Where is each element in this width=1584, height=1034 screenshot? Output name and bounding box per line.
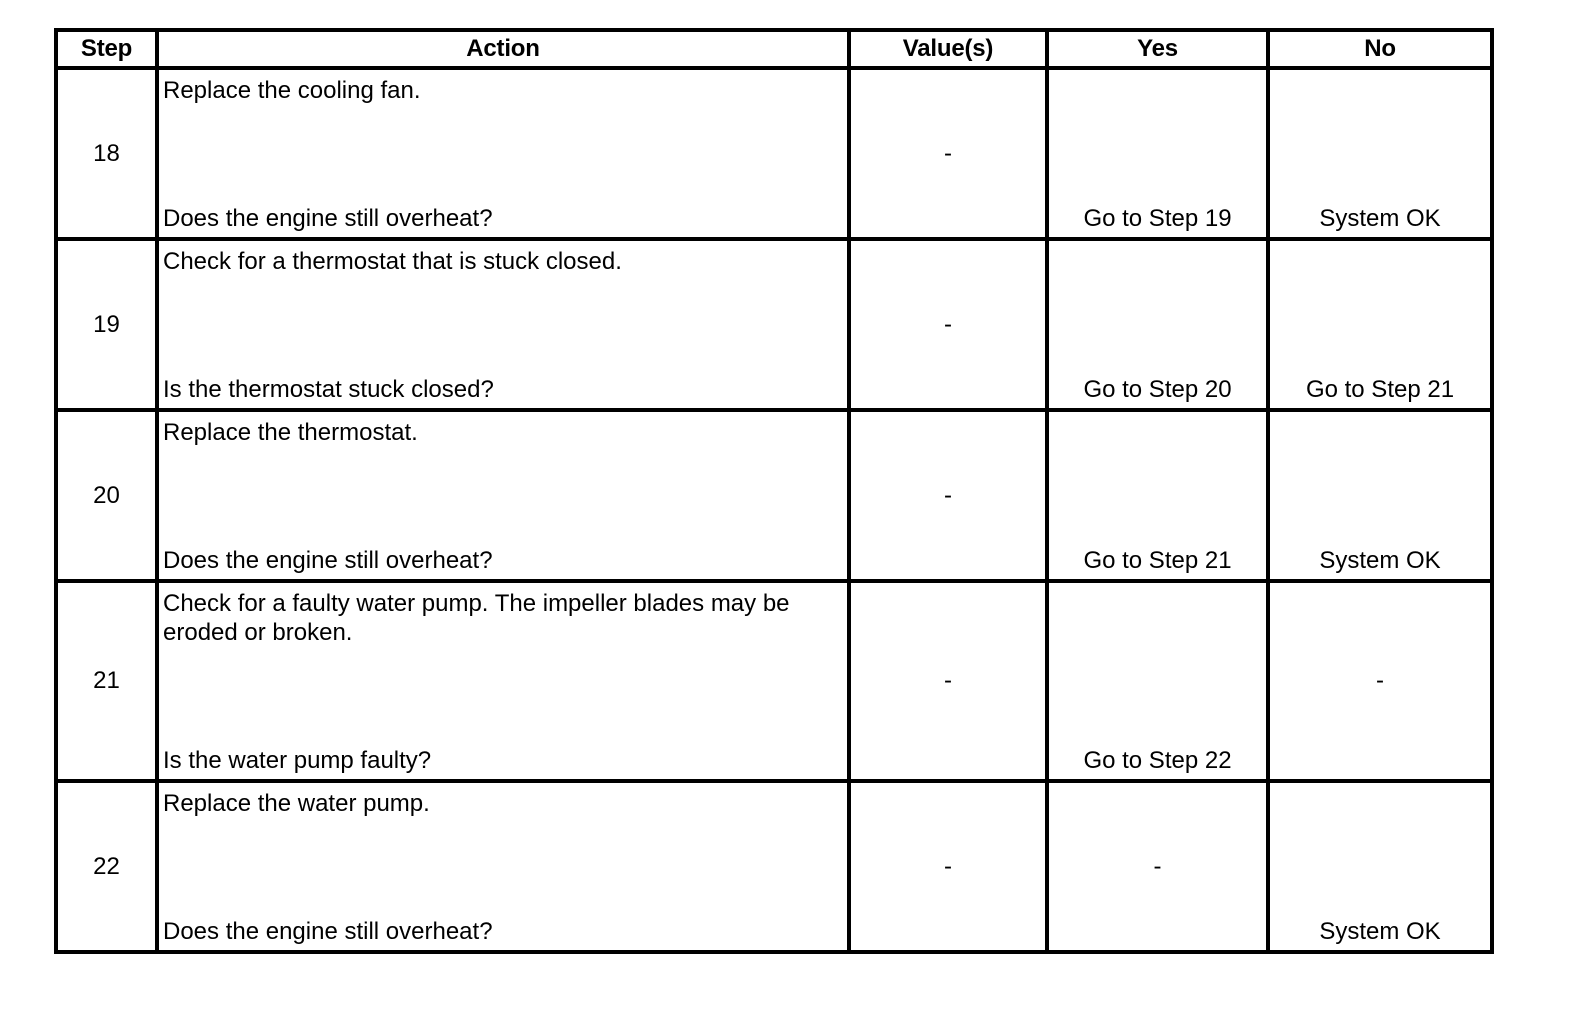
no-cell — [1268, 239, 1492, 410]
action-question: Does the engine still overheat? — [163, 547, 493, 574]
table-row — [56, 781, 1492, 952]
header-step: Step — [56, 30, 157, 68]
step-number: 20 — [56, 410, 157, 581]
action-cell — [157, 410, 849, 581]
header-yes: Yes — [1047, 30, 1268, 68]
yes-cell — [1047, 68, 1268, 239]
no-cell — [1268, 781, 1492, 952]
action-text: Replace the thermostat. — [163, 419, 418, 446]
no-cell — [1268, 581, 1492, 781]
table-row — [56, 581, 1492, 781]
action-question: Is the water pump faulty? — [163, 747, 432, 774]
action-text: Replace the water pump. — [163, 790, 430, 817]
step-number: 19 — [56, 239, 157, 410]
action-question: Is the thermostat stuck closed? — [163, 376, 494, 403]
action-cell — [157, 68, 849, 239]
action-cell — [157, 239, 849, 410]
value-cell: - — [849, 410, 1047, 581]
step-number: 21 — [56, 581, 157, 781]
yes-outcome: Go to Step 21 — [1083, 547, 1232, 574]
action-text: Check for a thermostat that is stuck closed. — [163, 248, 622, 275]
header-action: Action — [157, 30, 849, 68]
no-outcome: System OK — [1319, 547, 1441, 574]
step-number: 18 — [56, 68, 157, 239]
yes-outcome: - — [1153, 852, 1162, 880]
header-row — [56, 30, 1492, 68]
no-outcome: Go to Step 21 — [1305, 376, 1455, 403]
value-cell: - — [849, 239, 1047, 410]
action-text: Replace the cooling fan. — [163, 77, 421, 104]
no-outcome: - — [1376, 667, 1384, 694]
action-cell — [157, 781, 849, 952]
no-outcome: System OK — [1319, 205, 1441, 232]
table-row — [56, 68, 1492, 239]
yes-outcome: Go to Step 19 — [1083, 205, 1232, 232]
table-row — [56, 239, 1492, 410]
no-cell — [1268, 68, 1492, 239]
no-cell — [1268, 410, 1492, 581]
no-outcome: System OK — [1319, 918, 1441, 945]
value-cell: - — [849, 68, 1047, 239]
action-question: Does the engine still overheat? — [163, 918, 493, 945]
table-row — [56, 410, 1492, 581]
header-values: Value(s) — [849, 30, 1047, 68]
yes-outcome: Go to Step 20 — [1083, 376, 1232, 403]
yes-cell — [1047, 581, 1268, 781]
action-question: Does the engine still overheat? — [163, 205, 493, 232]
header-no: No — [1268, 30, 1492, 68]
action-cell — [157, 581, 849, 781]
action-text: Check for a faulty water pump. The impeller blades may be eroded or broken. — [163, 590, 790, 646]
value-cell: - — [849, 581, 1047, 781]
yes-cell — [1047, 239, 1268, 410]
yes-outcome: Go to Step 22 — [1083, 747, 1232, 774]
diagnostic-table — [54, 28, 1494, 954]
value-cell: - — [849, 781, 1047, 952]
yes-cell — [1047, 410, 1268, 581]
yes-cell — [1047, 781, 1268, 952]
step-number: 22 — [56, 781, 157, 952]
